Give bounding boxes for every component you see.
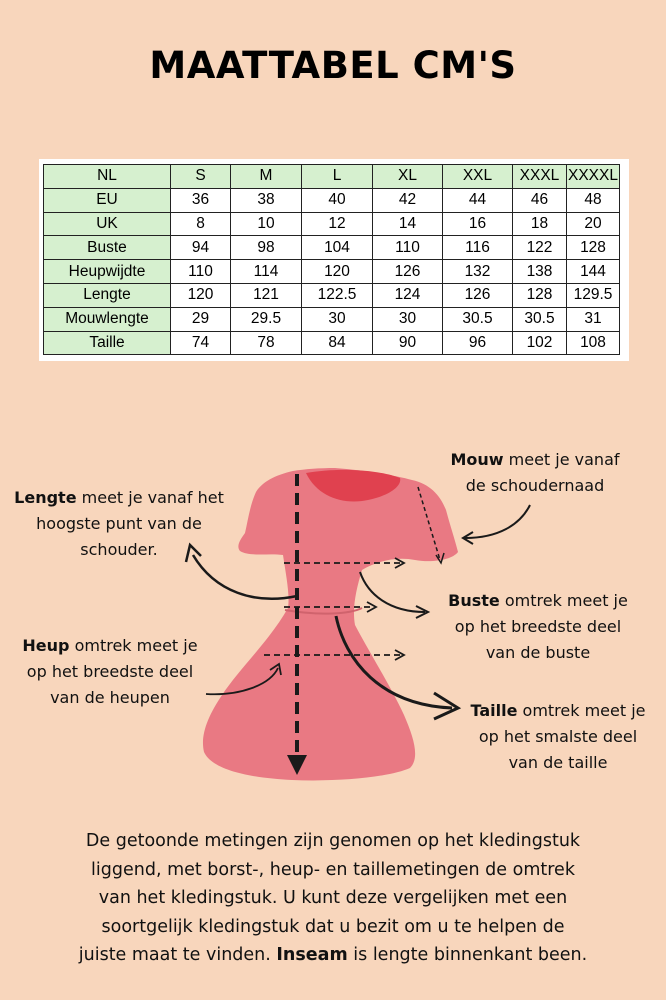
table-header-cell: XXXL [513, 165, 567, 189]
table-header-cell: Taille [44, 331, 171, 355]
table-cell: 74 [171, 331, 231, 355]
caption-heup-line3: van de heupen [50, 688, 170, 707]
table-cell: 128 [513, 283, 567, 307]
table-header-cell: Heupwijdte [44, 260, 171, 284]
table-header-cell: XXXXL [567, 165, 620, 189]
table-cell: 110 [373, 236, 443, 260]
footer-line5 [30, 941, 636, 970]
caption-lengte [8, 485, 230, 563]
caption-heup-line1: omtrek meet je [69, 636, 198, 655]
table-cell: 96 [443, 331, 513, 355]
table-header-cell: Buste [44, 236, 171, 260]
table-cell: 30 [373, 307, 443, 331]
table-cell: 144 [567, 260, 620, 284]
footer-line1: De getoonde metingen zijn genomen op het kledingstuk [85, 831, 581, 851]
table-cell: 38 [231, 188, 302, 212]
table-cell: 42 [373, 188, 443, 212]
footer-line2: liggend, met borst-, heup- en taillemetingen de omtrek [91, 859, 575, 880]
table-cell: 120 [171, 283, 231, 307]
footer-line5-pre: juiste maat te vinden. [78, 945, 277, 965]
table-cell: 116 [443, 236, 513, 260]
table-cell: 16 [443, 212, 513, 236]
table-cell: 29 [171, 307, 231, 331]
table-cell: 94 [171, 236, 231, 260]
table-cell: 122 [513, 236, 567, 260]
table-cell: 14 [373, 212, 443, 236]
table-cell: 30.5 [443, 307, 513, 331]
footer-line3: van het kledingstuk. U kunt deze vergelijken met een [98, 888, 568, 908]
mouw-arrow [465, 505, 530, 538]
table-cell: 121 [231, 283, 302, 307]
table-header-cell: NL [44, 165, 171, 189]
table-cell: 98 [231, 236, 302, 260]
table-cell: 110 [171, 260, 231, 284]
caption-buste-line3: van de buste [485, 643, 591, 662]
caption-lengte-line1: meet je vanaf het [76, 488, 224, 507]
table-cell: 126 [443, 283, 513, 307]
table-cell: 129.5 [567, 283, 620, 307]
footer-line4: soortgelijk kledingstuk dat u bezit om u te helpen de [101, 916, 565, 937]
table-header-cell: EU [44, 188, 171, 212]
table-cell: 128 [567, 236, 620, 260]
caption-mouw-bold: Mouw [450, 450, 504, 469]
caption-taille-line1: omtrek meet je [517, 701, 646, 720]
caption-heup-bold: Heup [22, 636, 70, 655]
table-cell: 8 [171, 212, 231, 236]
caption-mouw-line1: meet je vanaf [503, 450, 620, 469]
caption-lengte-line3: schouder. [80, 540, 158, 559]
table-cell: 138 [513, 260, 567, 284]
table-header-cell: M [231, 165, 302, 189]
caption-heup [10, 633, 210, 711]
caption-lengte-line2: hoogste punt van de [36, 514, 202, 533]
table-cell: 90 [373, 331, 443, 355]
footer-note [30, 827, 636, 970]
caption-buste-bold: Buste [448, 591, 500, 610]
caption-taille-line2: op het smalste deel [478, 727, 638, 746]
caption-taille-line3: van de taille [508, 753, 608, 772]
table-cell: 104 [302, 236, 373, 260]
caption-heup-line2: op het breedste deel [26, 662, 194, 681]
footer-line5-post: is lengte binnenkant been. [347, 945, 588, 965]
table-cell: 122.5 [302, 283, 373, 307]
table-cell: 78 [231, 331, 302, 355]
table-cell: 29.5 [231, 307, 302, 331]
table-header-cell: Mouwlengte [44, 307, 171, 331]
table-cell: 126 [373, 260, 443, 284]
table-cell: 120 [302, 260, 373, 284]
table-cell: 48 [567, 188, 620, 212]
buste-arrow [360, 572, 425, 612]
table-cell: 18 [513, 212, 567, 236]
table-cell: 108 [567, 331, 620, 355]
table-cell: 31 [567, 307, 620, 331]
table-cell: 124 [373, 283, 443, 307]
caption-lengte-bold: Lengte [14, 488, 77, 507]
caption-taille-bold: Taille [470, 701, 518, 720]
table-header-cell: S [171, 165, 231, 189]
table-cell: 132 [443, 260, 513, 284]
table-cell: 46 [513, 188, 567, 212]
table-cell: 12 [302, 212, 373, 236]
table-cell: 30 [302, 307, 373, 331]
table-cell: 20 [567, 212, 620, 236]
table-cell: 44 [443, 188, 513, 212]
page-title: MAATTABEL CM'S [149, 44, 517, 87]
table-header-cell: UK [44, 212, 171, 236]
table-header-cell: XL [373, 165, 443, 189]
table-header-cell: Lengte [44, 283, 171, 307]
table-header-cell: XXL [443, 165, 513, 189]
caption-buste-line2: op het breedste deel [454, 617, 622, 636]
table-cell: 36 [171, 188, 231, 212]
table-header-cell: L [302, 165, 373, 189]
table-cell: 30.5 [513, 307, 567, 331]
table-cell: 10 [231, 212, 302, 236]
table-cell: 84 [302, 331, 373, 355]
caption-mouw-line2: de schoudernaad [465, 476, 605, 495]
dress-shape [203, 468, 458, 780]
caption-mouw [450, 447, 620, 499]
table-cell: 40 [302, 188, 373, 212]
table-cell: 102 [513, 331, 567, 355]
caption-taille [462, 698, 654, 776]
caption-buste-line1: omtrek meet je [499, 591, 628, 610]
table-cell: 114 [231, 260, 302, 284]
footer-line5-bold: Inseam [276, 945, 348, 965]
caption-buste [438, 588, 638, 666]
